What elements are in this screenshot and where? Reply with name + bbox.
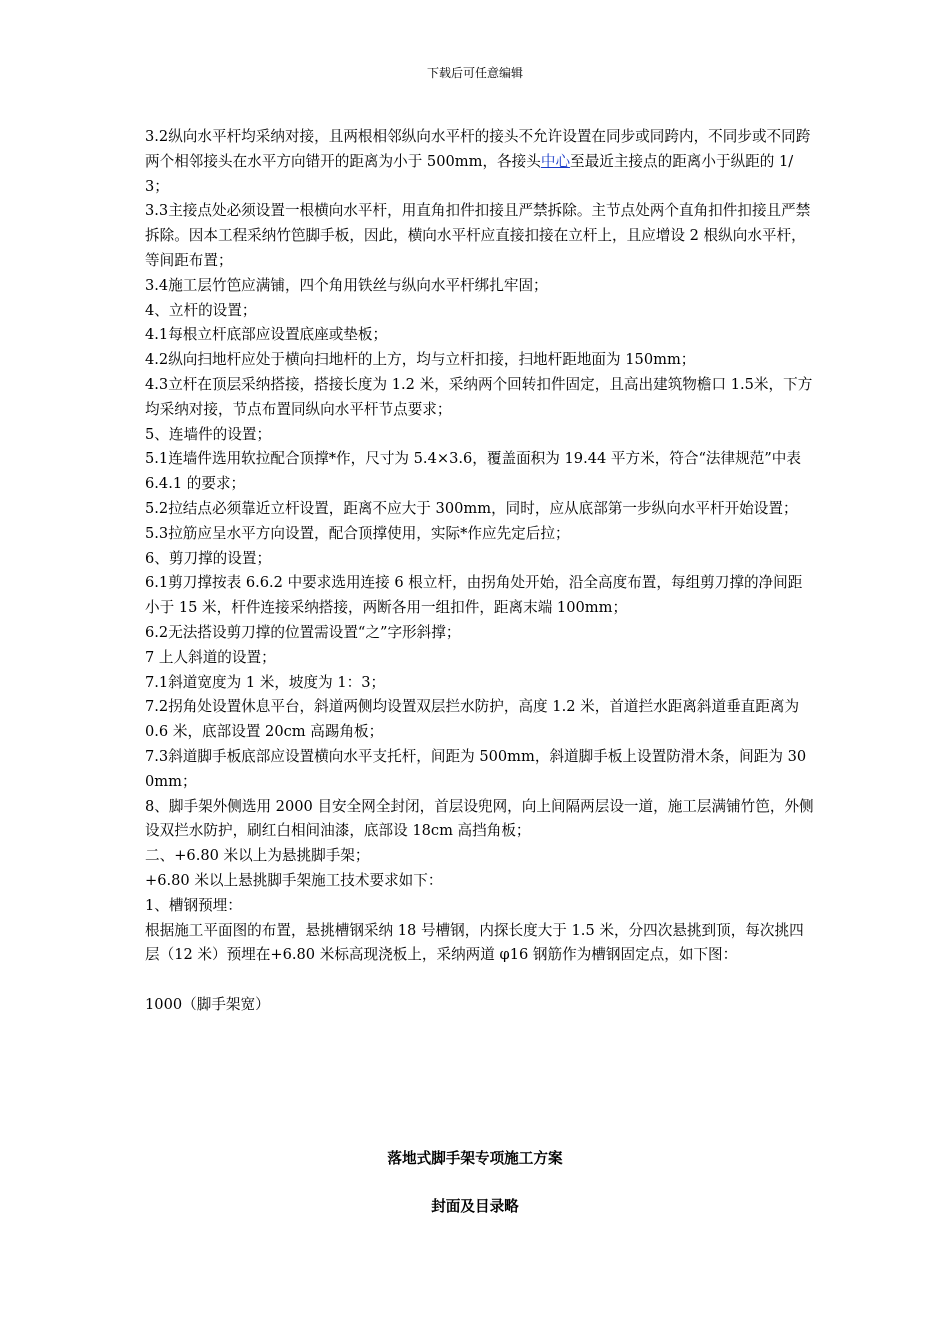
paragraph-6-2: 6.2无法搭设剪刀撑的位置需设置“之”字形斜撑；: [145, 623, 461, 641]
paragraph-7-2: 7.2拐角处设置休息平台，斜道两侧均设置双层拦水防护，高度 1.2 米，首道拦水距离斜道垂直距离为 0.6 米，底部设置 20cm 高踢角板；: [145, 698, 800, 741]
blank-line: [145, 968, 815, 993]
paragraph-3-2: [145, 125, 815, 199]
paragraph-4-1: 4.1每根立杆底部应设置底座或垫板；: [145, 326, 388, 344]
paragraph-6-1: 6.1剪刀撑按表 6.6.2 中要求选用连接 6 根立杆，由拐角处开始，沿全高度布置，每组剪刀撑的净间距小于 15 米，杆件连接采纳搭接，两断各用一组扣件，距离末端 100mm；: [145, 574, 803, 617]
paragraph-7-1: 7.1斜道宽度为 1 米，坡度为 1：3；: [145, 673, 386, 691]
paragraph-4-2: 4.2纵向扫地杆应处于横向扫地杆的上方，均与立杆扣接，扫地杆距地面为 150mm；: [145, 351, 696, 369]
heading-channel-embed: 1、槽钢预埋：: [145, 896, 242, 914]
paragraph-5-1: 5.1连墙件选用软拉配合顶撑*作，尺寸为 5.4×3.6，覆盖面积为 19.44 平方米，符合“法律规范”中表 6.4.1 的要求；: [145, 450, 801, 493]
paragraph-channel-embed: 根据施工平面图的布置，悬挑槽钢采纳 18 号槽钢，内探长度大于 1.5 米，分四次悬挑到顶，每次挑四层（12 米）预埋在+6.80 米标高现浇板上，采纳两道 φ16 钢筋作为槽钢固定点，如下图：: [145, 921, 804, 964]
heading-6: 6、剪刀撑的设置；: [145, 549, 272, 567]
paragraph-4-3: 4.3立杆在顶层采纳搭接，搭接长度为 1.2 米，采纳两个回转扣件固定，且高出建筑物檐口 1.5米，下方均采纳对接，节点布置同纵向水平杆节点要求；: [145, 375, 813, 418]
paragraph-3-2-pre: 3.2纵向水平杆均采纳对接，且两根相邻纵向水平杆的接头不允许设置在同步或同跨内，不同步或不同跨两个相邻接头在水平方向错开的距离为小于 500mm，各接头: [145, 128, 811, 170]
paragraph-7-3: 7.3斜道脚手板底部应设置横向水平支托杆，间距为 500mm，斜道脚手板上设置防滑木条，间距为 300mm；: [145, 747, 807, 790]
heading-5: 5、连墙件的设置；: [145, 425, 272, 443]
paragraph-5-3: 5.3拉筋应呈水平方向设置，配合顶撑使用，实际*作应先定后拉；: [145, 524, 570, 542]
heading-section-2: 二、+6.80 米以上为悬挑脚手架；: [145, 847, 370, 865]
paragraph-3-3: 3.3主接点处必须设置一根横向水平杆，用直角扣件扣接且严禁拆除。主节点处两个直角扣件扣接且严禁拆除。因本工程采纳竹笆脚手板，因此，横向水平杆应直接扣接在立杆上，且应增设 2 根纵向水平杆，等间距布置；: [145, 202, 811, 269]
document-title: 落地式脚手架专项施工方案: [387, 1150, 563, 1167]
document-body: [145, 125, 815, 1018]
figure-caption-width: 1000（脚手架宽）: [145, 995, 270, 1013]
heading-4: 4、立杆的设置；: [145, 301, 257, 319]
center-link[interactable]: 中心: [540, 152, 571, 170]
paragraph-8: 8、脚手架外侧选用 2000 目安全网全封闭，首层设兜网，向上间隔两层设一道，施工层满铺竹笆，外侧设双拦水防护，刷红白相间油漆，底部设 18cm 高挡角板；: [145, 797, 814, 840]
paragraph-3-2-post: 至最近主接点的距离小于纵距的 1/3；: [145, 152, 794, 195]
document-subtitle: 封面及目录略: [431, 1198, 519, 1215]
paragraph-5-2: 5.2拉结点必须靠近立杆设置，距离不应大于 300mm，同时，应从底部第一步纵向水平杆开始设置；: [145, 499, 798, 517]
heading-7: 7 上人斜道的设置；: [145, 648, 276, 666]
paragraph-cantilever-intro: +6.80 米以上悬挑脚手架施工技术要求如下：: [145, 871, 443, 889]
paragraph-3-4: 3.4施工层竹笆应满铺，四个角用铁丝与纵向水平杆绑扎牢固；: [145, 276, 548, 294]
page-header-note: 下载后可任意编辑: [426, 66, 523, 80]
